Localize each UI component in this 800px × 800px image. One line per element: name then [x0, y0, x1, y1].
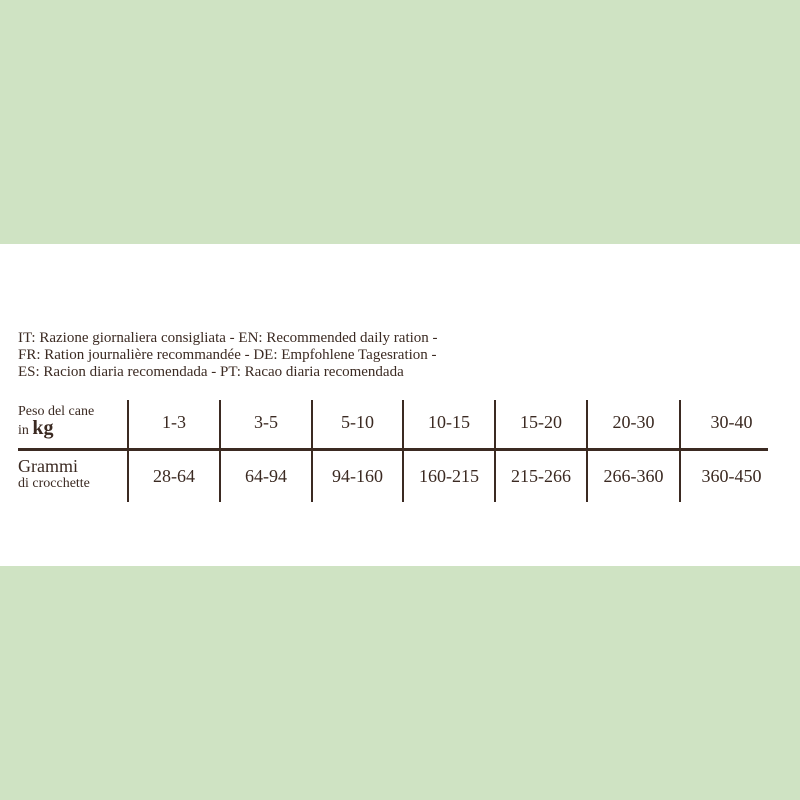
weight-cell: 1-3	[162, 412, 186, 432]
grams-cell: 94-160	[332, 466, 383, 486]
table-horizontal-rule	[18, 448, 768, 451]
grams-cell: 28-64	[153, 466, 195, 486]
heading-line-1: IT: Razione giornaliera consigliata - EN: Recommended daily ration -	[18, 330, 438, 346]
weight-cell: 5-10	[341, 412, 374, 432]
ration-table	[0, 244, 800, 566]
weight-row-label	[18, 404, 94, 439]
grams-row-label-line1: Grammi	[18, 456, 78, 476]
grams-cell: 215-266	[511, 466, 571, 486]
grams-cell: 266-360	[603, 466, 664, 486]
grams-row-label	[18, 456, 90, 492]
weight-cell: 15-20	[520, 412, 562, 432]
weight-row-label-prefix: in	[18, 423, 33, 438]
top-green-band	[0, 0, 800, 244]
weight-cell: 20-30	[612, 412, 655, 432]
grams-cell: 360-450	[701, 466, 762, 486]
weight-row-label-line1: Peso del cane	[18, 404, 95, 419]
heading-line-2: FR: Ration journalière recommandée - DE: Empfohlene Tagesration -	[18, 347, 437, 363]
weight-cell: 3-5	[254, 412, 278, 432]
heading-line-3: ES: Racion diaria recomendada - PT: Racao diaria recomendada	[18, 364, 404, 380]
weight-cell: 10-15	[428, 412, 470, 432]
weight-cell: 30-40	[710, 412, 753, 432]
grams-cell: 160-215	[419, 466, 479, 486]
weight-row-label-unit: kg	[32, 417, 54, 439]
grams-row-label-line2: di crocchette	[18, 476, 90, 491]
bottom-green-band	[0, 566, 800, 800]
grams-cell: 64-94	[245, 466, 287, 486]
ration-table-panel	[0, 244, 800, 566]
